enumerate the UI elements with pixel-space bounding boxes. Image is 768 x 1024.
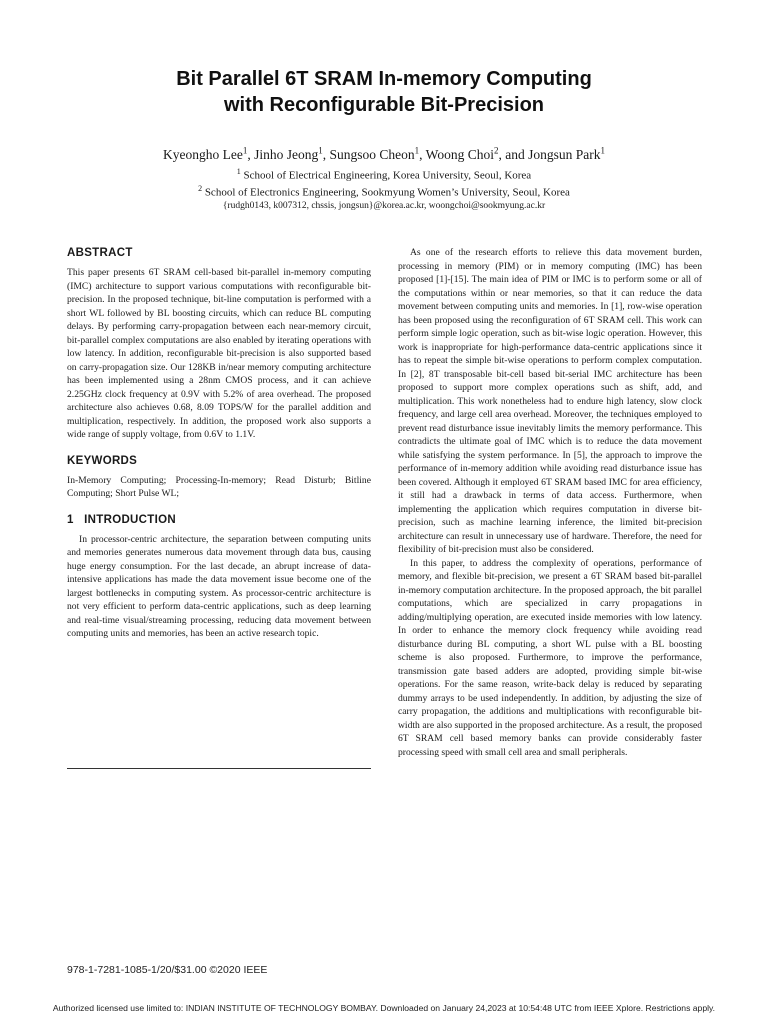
abstract-heading: ABSTRACT xyxy=(67,247,133,259)
keywords-heading: KEYWORDS xyxy=(67,454,138,467)
title-line-1: Bit Parallel 6T SRAM In-memory Computing xyxy=(176,68,592,90)
author: Sungsoo Cheon$^1$, xyxy=(329,145,426,162)
introduction-heading: 1 INTRODUCTION xyxy=(67,513,176,526)
affiliation-1: $^1$ School of Electrical Engineering, Korea University, Seoul, Korea xyxy=(236,167,532,182)
title-line-2: with Reconfigurable Bit-Precision xyxy=(223,94,545,116)
right-column xyxy=(398,246,702,759)
copyright-notice: 978-1-7281-1085-1/20/$31.00 ©2020 IEEE xyxy=(67,964,268,976)
author: Jinho Jeong$^1$, xyxy=(254,145,330,162)
author: Kyeongho Lee$^1$, xyxy=(163,145,255,162)
body-paragraph-2: In this paper, to address the complexity of operations, performance of memory, and flexible bit-precision, we present a 6T SRAM based bit-parallel in-memory computation architecture. In the proposed approach, the bit parallel computations, which are specialized in carry propagations in adding/multiplying operation, are executed inside memories with low latency. In order to enhance the memory clock frequency while avoiding read disturbance during BL computing, a short WL pulse with a BL boosting scheme is also proposed. Furthermore, to improve the performance, transmission gate based adders are adopted, providing simple bit-wise operations. For the same reason, write-back delay is reduced by separating dummy arrays to be used independently. In addition, by adjusting the size of carry propagation, the additions and multiplications with reconfigurable bit-width are also supported in the proposed architecture. As a result, the proposed 6T SRAM cell based memory banks can provide considerably faster processing speed with small cell area and small peripherals. xyxy=(398,557,702,758)
body-paragraph-1: As one of the research efforts to relieve this data movement burden, processing in memory (PIM) or in memory computing (IMC) has been proposed [1]-[15]. The main idea of PIM or IMC is to perform some or all of the computations within or near memories, so that it can reduce the data movement between computing units and memories. In [1], row-wise operation has been proposed using the reconfiguration of 6T SRAM cell. This work can perform simple logic operation, such as bit-wise logic operation. However, this work is inappropriate for high-performance data-centric applications since it has to repeat the simple bit-wise operations to perform complex computation. In [2], 8T transposable bit-cell based bit-serial IMC architecture has been proposed to support more complex operations such as shift, add, and multiplication. This work nonetheless had to endure high latency, slow clock frequency, and large cell area overhead. Moreover, the techniques employed to prevent read disturbance issue inevitably limits the memory performance. This contradicts the ultimate goal of IMC which is to reduce the data movement while satisfying the system performance. In [5], the approach to improve the performance of in-memory addition while avoiding read disturbance issue has been covered. Although it employed 6T SRAM based IMC for area efficiency, it still had a drawback in terms of data access. Furthermore, when implementing the application which requires computation in diverse bit-precision, such as machine learning inference, the limited bit-precision architecture can result in unnecessary use of hardware. Therefore, the need for flexibility of bit-precision must also be considered. xyxy=(398,247,702,555)
author: Woong Choi$^2$, and xyxy=(425,145,529,162)
paper-title xyxy=(0,66,768,118)
author-list xyxy=(0,141,768,164)
introduction-paragraph: In processor-centric architecture, the separation between computing units and memories generates numerous data movement through data bus, causing huge energy consumption. For the last decade, an abrupt increase of data-intensive applications has made the data movement issue become one of the largest bottlenecks in computing system. As processor-centric architecture is not very efficient to perform data-centric applications, such as deep learning and real-time visual/streaming processing, reducing data movement between computing units and memories, has been an active research topic. xyxy=(67,533,371,639)
author-emails: {rudgh0143, k007312, chssis, jongsun}@korea.ac.kr, woongchoi@sookmyung.ac.kr xyxy=(222,201,546,211)
author: Jongsun Park$^1$ xyxy=(528,145,605,162)
keywords-text: In-Memory Computing; Processing-In-memory; Read Disturb; Bitline Computing; Short Pulse WL; xyxy=(67,474,371,499)
affiliation-2: $^2$ School of Electronics Engineering, Sookmyung Women’s University, Seoul, Korea xyxy=(198,184,570,199)
footnote-rule xyxy=(67,768,371,769)
abstract-text: This paper presents 6T SRAM cell-based bit-parallel in-memory computing (IMC) architecture to support various computations with reconfigurable bit-precision. In the proposed technique, bit-line computation is performed with a short WL followed by BL boosting circuits, which can reduce BL computing delays. By performing carry-propagation between each near-memory circuit, bit-parallel complex computations are also enabled by iterating operations with low latency. In addition, reconfigurable bit-precision is also supported based on carry-propagation size. Our 128KB in/near memory computing architecture has been implemented using a 28nm CMOS process, and it can achieve 2.25GHz clock frequency at 0.9V with 5.2% of area overhead. The proposed architecture also achieves 0.68, 8.09 TOPS/W for the parallel addition and multiplication, respectively. In addition, the proposed work also supports a wide range of supply voltage, from 0.6V to 1.1V. xyxy=(67,267,371,440)
license-footer: Authorized licensed use limited to: INDIAN INSTITUTE OF TECHNOLOGY BOMBAY. Downloaded on January 24,2023 at 10:54:48 UTC from IEEE Xplore. Restrictions apply. xyxy=(52,1003,716,1013)
left-column xyxy=(67,246,371,641)
